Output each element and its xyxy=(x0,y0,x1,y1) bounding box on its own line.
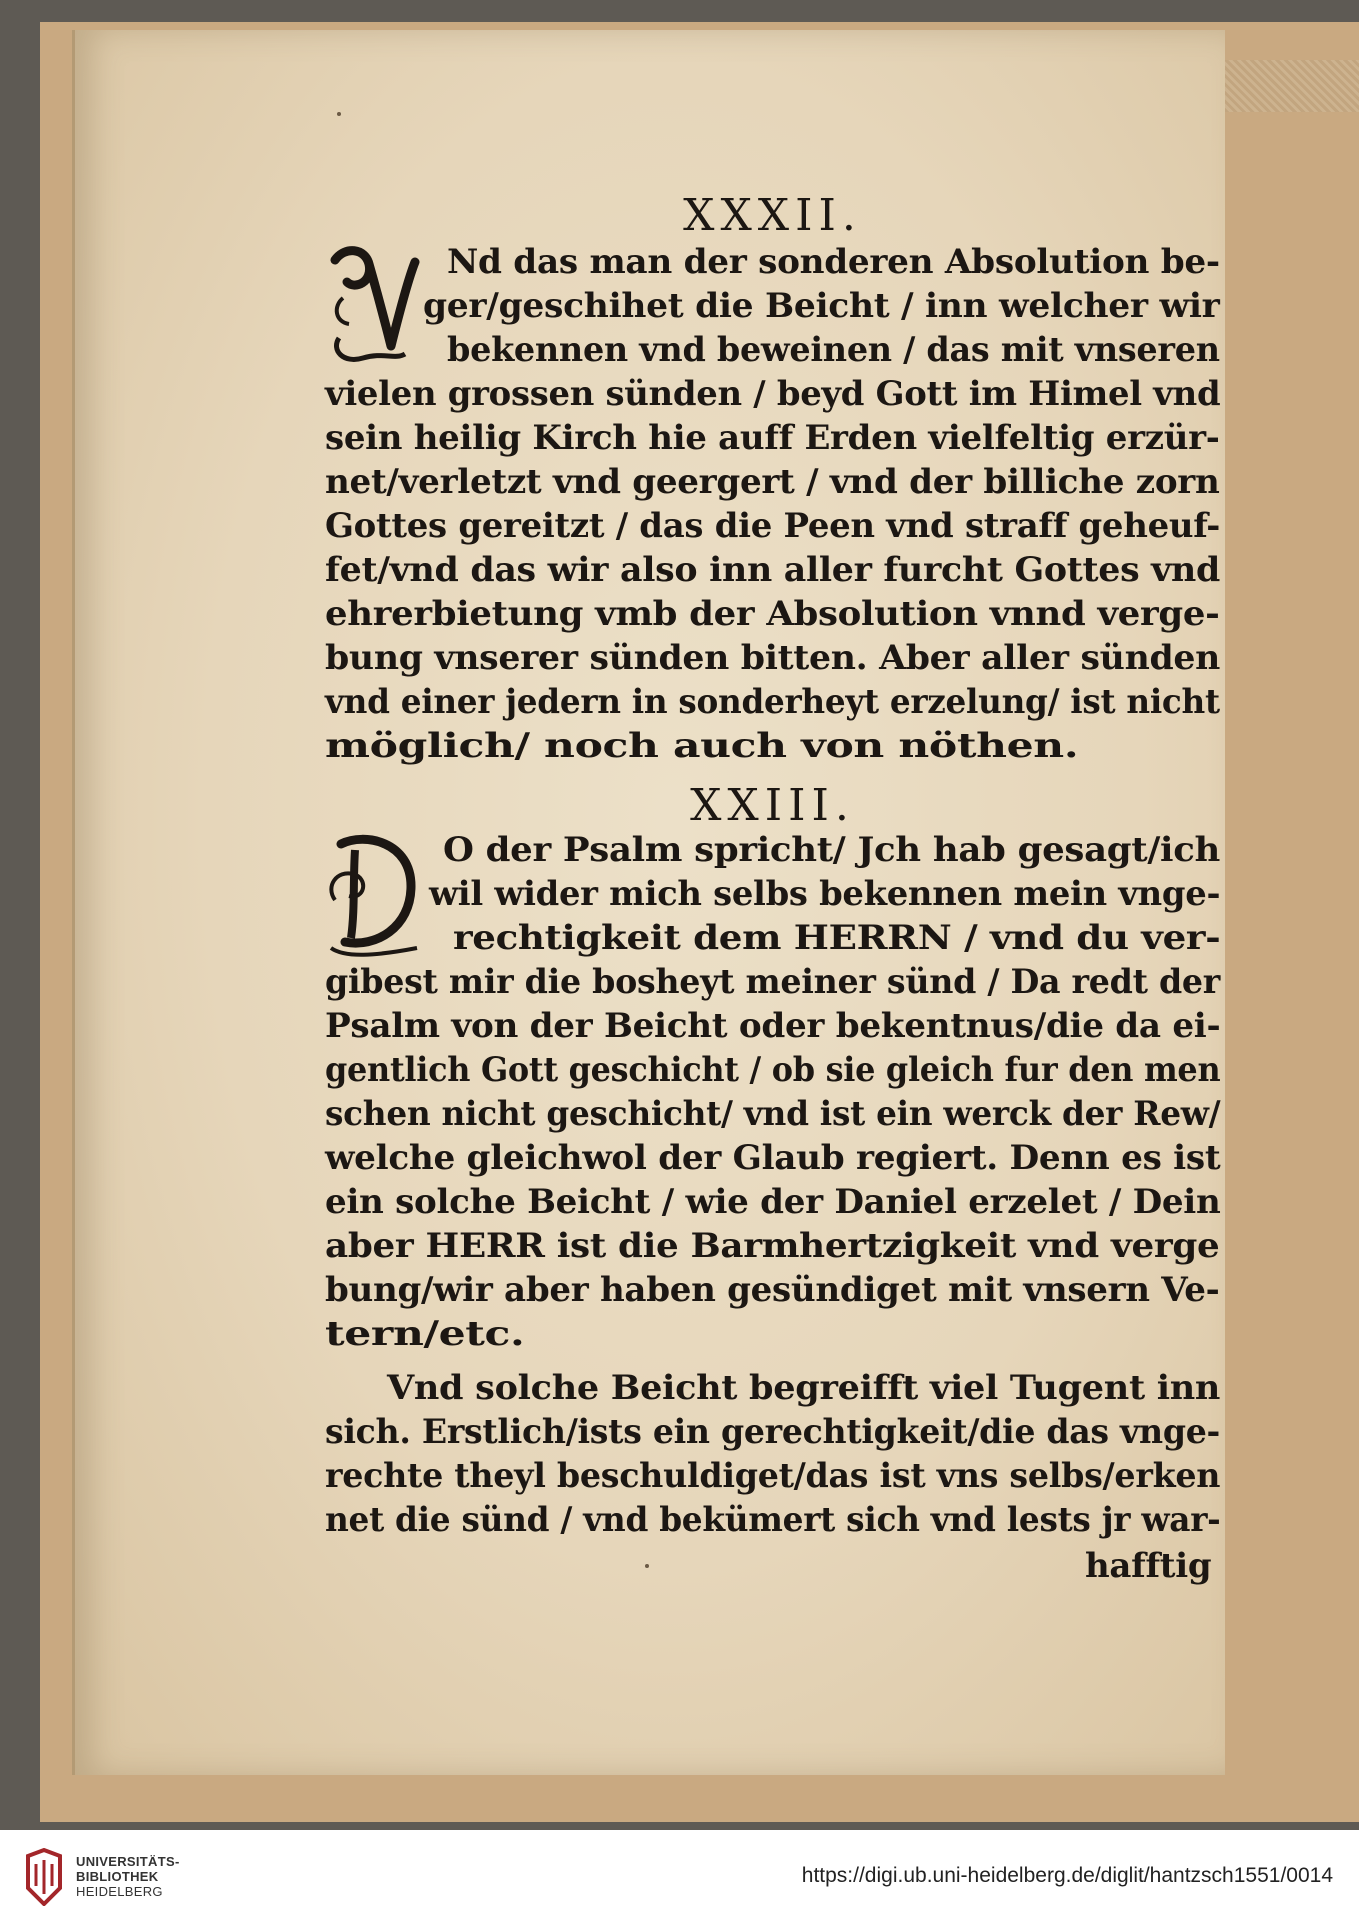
text-line: Gottes gereitzt / das die Peen vnd straff geheuf- xyxy=(325,506,1221,546)
text-line: net/verletzt vnd geergert / vnd der billiche zorn xyxy=(325,462,1220,502)
text-line: O der Psalm spricht/ Jch hab gesagt/ich xyxy=(443,830,1221,870)
decorated-initial-v xyxy=(325,242,421,372)
text-line: ein solche Beicht / wie der Daniel erzelet / Dein xyxy=(325,1182,1221,1222)
text-line: rechte theyl beschuldiget/das ist vns selbs/erken xyxy=(325,1456,1221,1496)
ink-speck xyxy=(337,112,341,116)
text-line: Vnd solche Beicht begreifft viel Tugent inn xyxy=(387,1368,1221,1408)
text-line: tern/etc. xyxy=(325,1314,525,1354)
text-line: bekennen vnd beweinen / das mit vnseren xyxy=(447,330,1220,370)
text-line: Nd das man der sonderen Absolution be- xyxy=(447,242,1220,282)
text-line: net die sünd / vnd bekümert sich vnd lests jr war- xyxy=(325,1500,1221,1540)
text-line: gibest mir die bosheyt meiner sünd / Da redt der xyxy=(325,962,1221,1002)
text-line: bung/wir aber haben gesündiget mit vnsern Ve- xyxy=(325,1270,1220,1310)
initial-flourish-icon xyxy=(325,830,421,960)
section-heading: XXXII. xyxy=(683,190,862,241)
text-line: vielen grossen sünden / beyd Gott im Himel vnd xyxy=(325,374,1221,414)
text-line: ehrerbietung vmb der Absolution vnnd verge- xyxy=(325,594,1220,634)
permalink-url[interactable]: https://digi.ub.uni-heidelberg.de/diglit/hantzsch1551/0014 xyxy=(801,1864,1333,1887)
text-line: bung vnserer sünden bitten. Aber aller sünden xyxy=(325,638,1221,678)
text-line: wil wider mich selbs bekennen mein vnge- xyxy=(429,874,1221,914)
text-line: vnd einer jedern in sonderheyt erzelung/ ist nicht xyxy=(325,682,1220,722)
text-line: ger/geschihet die Beicht / inn welcher wir xyxy=(423,286,1220,326)
text-line: welche gleichwol der Glaub regiert. Denn es ist xyxy=(325,1138,1221,1178)
text-line: sich. Erstlich/ists ein gerechtigkeit/die das vnge- xyxy=(325,1412,1220,1452)
text-line: aber HERR ist die Barmhertzigkeit vnd verge xyxy=(325,1226,1220,1266)
text-line: rechtigkeit dem HERRN / vnd du ver- xyxy=(453,918,1221,958)
section-heading: XXIII. xyxy=(690,780,855,831)
ink-speck xyxy=(645,1564,649,1568)
library-name-line2: BIBLIOTHEK xyxy=(76,1869,159,1884)
library-name-line1: UNIVERSITÄTS- xyxy=(76,1854,180,1869)
decorated-initial-d xyxy=(325,830,421,960)
text-line: fet/vnd das wir also inn aller furcht Gottes vnd xyxy=(325,550,1221,590)
initial-flourish-icon xyxy=(325,242,421,372)
library-name[interactable] xyxy=(76,1854,180,1899)
text-line: schen nicht geschicht/ vnd ist ein werck der Rew/ xyxy=(325,1094,1221,1134)
text-line: Psalm von der Beicht oder bekentnus/die da ei- xyxy=(325,1006,1221,1046)
text-line: gentlich Gott geschicht / ob sie gleich fur den men xyxy=(325,1050,1221,1090)
text-line: sein heilig Kirch hie auff Erden vielfeltig erzür- xyxy=(325,418,1220,458)
catchword: hafftig xyxy=(1085,1546,1212,1586)
text-line: möglich/ noch auch von nöthen. xyxy=(325,726,1079,766)
university-library-logo-icon[interactable] xyxy=(22,1848,66,1906)
library-name-line3: HEIDELBERG xyxy=(76,1884,163,1899)
viewer-footer xyxy=(0,1830,1359,1926)
